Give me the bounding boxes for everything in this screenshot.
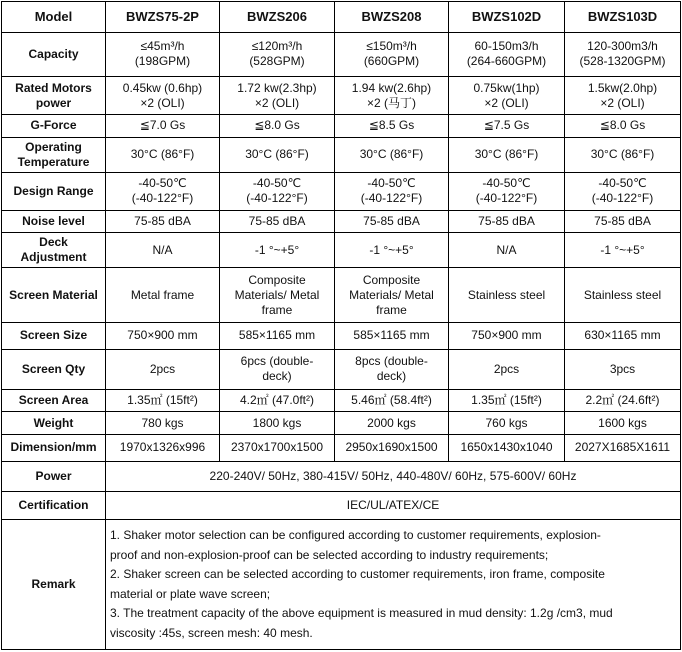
certification-value: IEC/UL/ATEX/CE	[106, 491, 681, 520]
spec-value-line: (-40-122°F)	[131, 191, 194, 206]
spec-value	[335, 233, 449, 268]
spec-value-line: 75-85 dBA	[363, 214, 420, 229]
spec-value	[449, 77, 565, 115]
spec-value-line: 30°C (86°F)	[474, 147, 539, 162]
spec-value	[565, 137, 681, 172]
spec-row	[2, 434, 681, 461]
spec-value-line: Materials/ Metal	[234, 287, 320, 302]
spec-value-line: ≤45m³/h	[140, 39, 185, 54]
remark-line: 3. The treatment capacity of the above equipment is measured in mud density: 1.2g /cm3, mud	[110, 606, 613, 621]
spec-value	[106, 32, 220, 76]
spec-value-line: ≤120m³/h	[251, 39, 303, 54]
spec-value	[449, 268, 565, 323]
spec-value	[106, 322, 220, 349]
spec-value-line: -1 °~+5°	[600, 242, 645, 257]
row-label: Certification	[2, 491, 106, 520]
spec-row	[2, 32, 681, 76]
spec-value-line: Stainless steel	[467, 287, 546, 302]
certification-row	[2, 491, 681, 520]
spec-value-line: ≤150m³/h	[366, 39, 417, 54]
spec-value-line: 1650x1430x1040	[460, 440, 553, 455]
remark-line: proof and non-explosion-proof can be selected according to industry requirements;	[110, 547, 549, 562]
spec-value-line: 60-150m3/h	[474, 39, 539, 54]
spec-row	[2, 210, 681, 233]
spec-value	[220, 389, 335, 412]
spec-value-line: 75-85 dBA	[248, 214, 306, 229]
spec-value	[220, 172, 335, 210]
spec-value-line: 75-85 dBA	[134, 214, 191, 229]
spec-value-line: 120-300m3/h	[587, 39, 658, 54]
spec-value-line: -1 °~+5°	[369, 242, 414, 257]
row-label: Deck Adjustment	[2, 233, 106, 268]
spec-value	[335, 434, 449, 461]
spec-value-line: ≦7.0 Gs	[139, 118, 186, 133]
spec-value	[449, 434, 565, 461]
spec-value	[449, 210, 565, 233]
spec-value-line: 1.35㎡ (15ft²)	[471, 393, 542, 407]
spec-value	[449, 137, 565, 172]
spec-value-line: (-40-122°F)	[246, 191, 308, 206]
spec-value-line: 2370x1700x1500	[230, 440, 324, 455]
remark-line: 2. Shaker screen can be selected according to customer requirements, iron frame, composite	[110, 567, 605, 582]
spec-value	[335, 115, 449, 138]
spec-value	[220, 349, 335, 389]
spec-value	[449, 32, 565, 76]
spec-value-line: -40-50℃	[482, 176, 531, 191]
row-label: Weight	[2, 412, 106, 435]
spec-value	[565, 268, 681, 323]
spec-value-line: 30°C (86°F)	[590, 147, 655, 162]
spec-value	[335, 412, 449, 435]
power-value: 220-240V/ 50Hz, 380-415V/ 50Hz, 440-480V/ 60Hz, 575-600V/ 60Hz	[106, 461, 681, 491]
spec-value-line: 630×1165 mm	[584, 328, 661, 343]
spec-value-line: ×2 (OLI)	[140, 95, 185, 110]
remark-text	[106, 520, 681, 650]
row-label: Capacity	[2, 32, 106, 76]
row-label: Screen Material	[2, 268, 106, 323]
spec-value	[449, 115, 565, 138]
spec-value	[106, 412, 220, 435]
header-label: Model	[2, 2, 106, 33]
spec-value	[565, 210, 681, 233]
spec-value	[106, 115, 220, 138]
spec-value-line: -1 °~+5°	[254, 242, 300, 257]
spec-value	[565, 412, 681, 435]
spec-value	[565, 349, 681, 389]
spec-value	[220, 322, 335, 349]
spec-value-line: ×2 (马丁)	[366, 95, 416, 110]
spec-value	[335, 32, 449, 76]
spec-value	[106, 349, 220, 389]
spec-value	[220, 77, 335, 115]
spec-value	[335, 172, 449, 210]
spec-row	[2, 77, 681, 115]
remark-line: viscosity :45s, screen mesh: 40 mesh.	[110, 625, 313, 640]
spec-value-line: ×2 (OLI)	[600, 95, 645, 110]
row-label: Screen Size	[2, 322, 106, 349]
spec-value	[220, 233, 335, 268]
spec-value-line: Metal frame	[130, 287, 195, 302]
spec-value-line: ×2 (OLI)	[254, 95, 300, 110]
spec-value-line: Composite	[248, 272, 306, 287]
spec-value-line: 30°C (86°F)	[359, 147, 424, 162]
spec-row	[2, 233, 681, 268]
row-label: Screen Qty	[2, 349, 106, 389]
spec-value	[565, 172, 681, 210]
spec-value	[449, 412, 565, 435]
row-label: Remark	[2, 520, 106, 650]
spec-value	[106, 77, 220, 115]
spec-value-line: 1.72 kw(2.3hp)	[237, 80, 317, 95]
spec-value-line: Materials/ Metal	[349, 287, 434, 302]
spec-value-line: 760 kgs	[485, 415, 528, 430]
spec-value-line: 1.5kw(2.0hp)	[587, 80, 658, 95]
spec-value-line: -40-50℃	[252, 176, 302, 191]
spec-value	[335, 349, 449, 389]
spec-value-line: (264-660GPM)	[466, 54, 547, 69]
spec-value	[335, 268, 449, 323]
spec-value-line: Composite	[362, 272, 421, 287]
spec-value-line: 585×1165 mm	[353, 328, 430, 343]
spec-value	[335, 77, 449, 115]
spec-value-line: 750×900 mm	[127, 328, 198, 343]
spec-value-line: 780 kgs	[141, 415, 184, 430]
spec-value	[106, 137, 220, 172]
spec-value	[565, 233, 681, 268]
spec-value-line: (-40-122°F)	[360, 191, 423, 206]
row-label: Dimension/mm	[2, 434, 106, 461]
model-name: BWZS75-2P	[106, 2, 220, 33]
spec-value-line: (660GPM)	[363, 54, 420, 69]
spec-table-body	[2, 2, 681, 650]
spec-value	[565, 389, 681, 412]
spec-value	[565, 434, 681, 461]
spec-value-line: 2.2㎡ (24.6ft²)	[585, 393, 660, 407]
spec-value-line: 2000 kgs	[367, 415, 416, 430]
spec-row	[2, 268, 681, 323]
spec-value-line: 1.35㎡ (15ft²)	[127, 393, 198, 407]
spec-row	[2, 389, 681, 412]
spec-value-line: 75-85 dBA	[594, 214, 651, 229]
spec-value	[449, 172, 565, 210]
spec-value-line: N/A	[496, 242, 517, 257]
header-row	[2, 2, 681, 33]
spec-value	[449, 389, 565, 412]
spec-value-line: 1600 kgs	[598, 415, 647, 430]
spec-value	[220, 268, 335, 323]
spec-value	[449, 233, 565, 268]
spec-row	[2, 412, 681, 435]
spec-row	[2, 172, 681, 210]
spec-value-line: 1800 kgs	[252, 415, 302, 430]
spec-value-line: 30°C (86°F)	[130, 147, 195, 162]
row-label: Screen Area	[2, 389, 106, 412]
spec-value-line: N/A	[152, 242, 173, 257]
model-name: BWZS102D	[449, 2, 565, 33]
spec-value-line: 4.2㎡ (47.0ft²)	[239, 393, 315, 407]
spec-value-line: (-40-122°F)	[591, 191, 654, 206]
spec-value	[449, 322, 565, 349]
spec-value	[106, 172, 220, 210]
spec-value-line: -40-50℃	[138, 176, 187, 191]
remark-line: 1. Shaker motor selection can be configured according to customer requirements, explosion-	[110, 528, 601, 543]
spec-value-line: 8pcs (double-	[355, 354, 428, 369]
spec-value-line: frame	[261, 302, 293, 317]
remark-row	[2, 520, 681, 650]
spec-value-line: ≦8.0 Gs	[599, 118, 646, 133]
spec-row	[2, 322, 681, 349]
spec-value-line: ≦8.5 Gs	[368, 118, 415, 133]
spec-value	[220, 210, 335, 233]
spec-value-line: 2027X1685X1611	[574, 440, 671, 455]
spec-value-line: 3pcs	[609, 361, 636, 376]
spec-value-line: -40-50℃	[598, 176, 647, 191]
spec-value-line: deck)	[376, 369, 407, 384]
spec-value	[106, 210, 220, 233]
spec-value	[565, 32, 681, 76]
spec-value-line: frame	[376, 302, 407, 317]
spec-value	[565, 322, 681, 349]
spec-value	[335, 322, 449, 349]
spec-value-line: 75-85 dBA	[478, 214, 535, 229]
spec-value	[220, 137, 335, 172]
spec-value	[565, 77, 681, 115]
spec-row	[2, 349, 681, 389]
spec-value-line: (528-1320GPM)	[579, 54, 666, 69]
spec-value	[106, 268, 220, 323]
spec-value-line: -40-50℃	[367, 176, 416, 191]
row-label: Power	[2, 461, 106, 491]
spec-value-line: (198GPM)	[134, 54, 191, 69]
spec-value-line: 6pcs (double-	[240, 354, 314, 369]
spec-value	[449, 349, 565, 389]
spec-value	[335, 137, 449, 172]
spec-value-line: 585×1165 mm	[238, 328, 316, 343]
spec-row	[2, 115, 681, 138]
spec-value-line: 1970x1326x996	[119, 440, 206, 455]
spec-value-line: 750×900 mm	[471, 328, 542, 343]
spec-value-line: 2950x1690x1500	[345, 440, 438, 455]
row-label: Design Range	[2, 172, 106, 210]
spec-value-line: ≦7.5 Gs	[483, 118, 530, 133]
spec-value-line: deck)	[262, 369, 292, 384]
row-label: Operating Temperature	[2, 137, 106, 172]
row-label: Rated Motors power	[2, 77, 106, 115]
spec-value	[106, 233, 220, 268]
row-label: Noise level	[2, 210, 106, 233]
spec-value-line: 1.94 kw(2.6hp)	[351, 80, 432, 95]
spec-value	[335, 210, 449, 233]
spec-value	[106, 434, 220, 461]
power-row	[2, 461, 681, 491]
spec-row	[2, 137, 681, 172]
spec-table	[1, 1, 681, 650]
model-name: BWZS103D	[565, 2, 681, 33]
spec-value	[220, 412, 335, 435]
spec-value-line: 0.75kw(1hp)	[473, 80, 540, 95]
spec-value-line: ×2 (OLI)	[484, 95, 529, 110]
spec-value-line: Stainless steel	[583, 287, 662, 302]
spec-value-line: 0.45kw (0.6hp)	[122, 80, 203, 95]
spec-value-line: ≦8.0 Gs	[254, 118, 300, 133]
spec-value	[220, 115, 335, 138]
spec-value	[220, 32, 335, 76]
spec-value-line: (528GPM)	[249, 54, 305, 69]
remark-line: material or plate wave screen;	[110, 586, 271, 601]
spec-value-line: 30°C (86°F)	[245, 147, 309, 162]
spec-value-line: 2pcs	[493, 361, 520, 376]
model-name: BWZS206	[220, 2, 335, 33]
spec-value-line: (-40-122°F)	[475, 191, 538, 206]
spec-value	[565, 115, 681, 138]
spec-value-line: 2pcs	[149, 361, 176, 376]
spec-value	[220, 434, 335, 461]
spec-value	[335, 389, 449, 412]
row-label: G-Force	[2, 115, 106, 138]
spec-value	[106, 389, 220, 412]
spec-value-line: 5.46㎡ (58.4ft²)	[351, 393, 432, 407]
model-name: BWZS208	[335, 2, 449, 33]
